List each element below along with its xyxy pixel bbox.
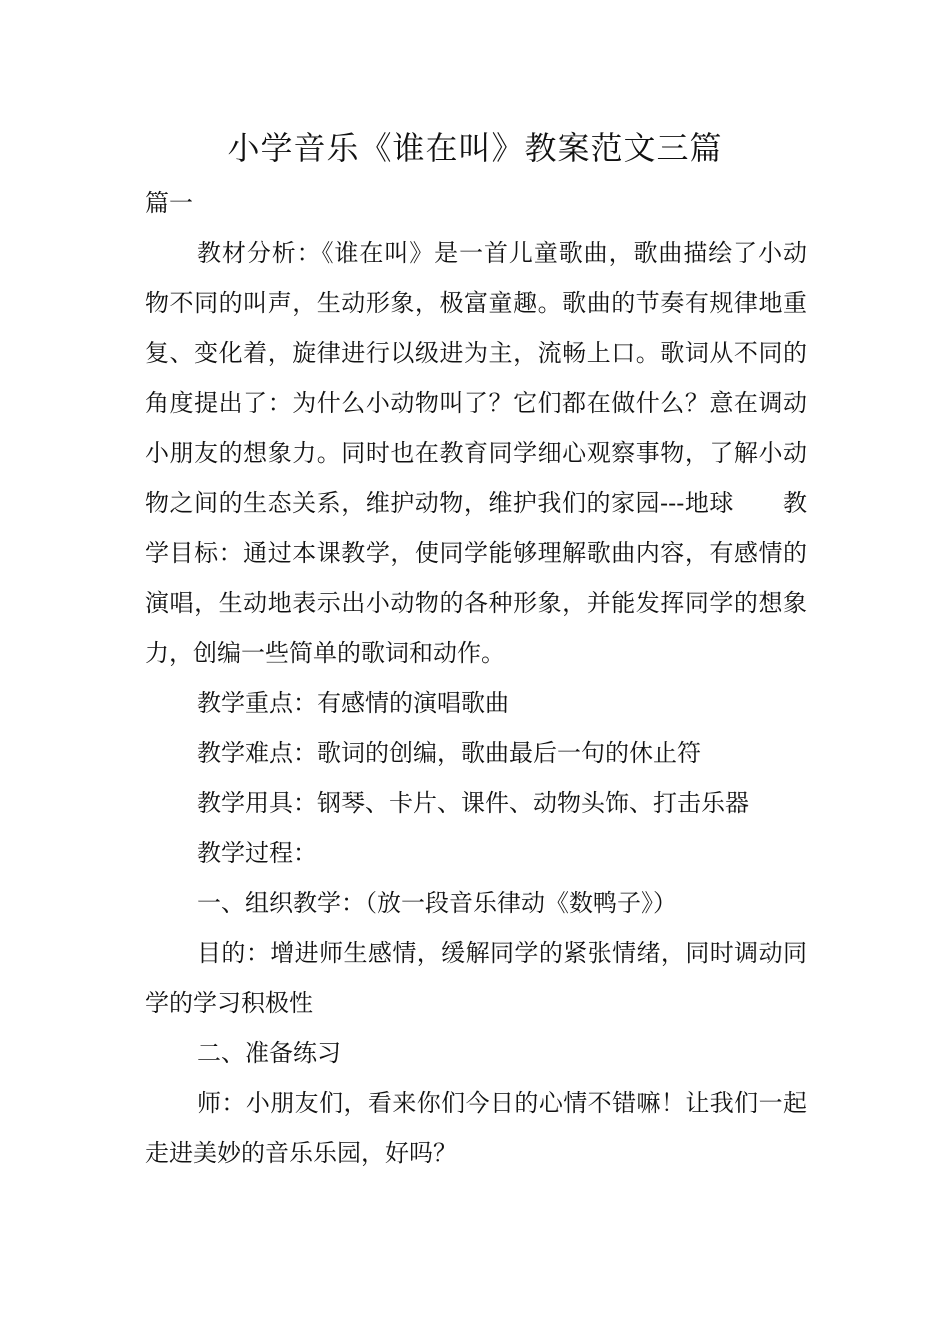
document-body bbox=[145, 178, 807, 1178]
paragraph-material-analysis: 教材分析：《谁在叫》是一首儿童歌曲，歌曲描绘了小动物不同的叫声，生动形象，极富童趣。歌曲的节奏有规律地重复、变化着，旋律进行以级进为主，流畅上口。歌词从不同的角度提出了：为什么小动物叫了？它们都在做什么？意在调动小朋友的想象力。同时也在教育同学细心观察事物，了解小动物之间的生态关系，维护动物，维护我们的家园---地球 教学目标：通过本课教学，使同学能够理解歌曲内容，有感情的演唱，生动地表示出小动物的各种形象，并能发挥同学的想象力，创编一些简单的歌词和动作。 bbox=[145, 239, 807, 667]
paragraph-teaching-difficulty: 教学难点：歌词的创编，歌曲最后一句的休止符 bbox=[197, 739, 701, 767]
document-title: 小学音乐《谁在叫》教案范文三篇 bbox=[227, 129, 723, 167]
paragraph-purpose: 目的：增进师生感情，缓解同学的紧张情绪，同时调动同学的学习积极性 bbox=[145, 939, 807, 1017]
paragraph-step-one: 一、组织教学：（放一段音乐律动《数鸭子》） bbox=[197, 889, 677, 917]
paragraph-teaching-tools: 教学用具：钢琴、卡片、课件、动物头饰、打击乐器 bbox=[197, 789, 749, 817]
section-label: 篇一 bbox=[145, 189, 193, 217]
paragraph-teacher-dialogue: 师：小朋友们，看来你们今日的心情不错嘛！让我们一起走进美妙的音乐乐园，好吗？ bbox=[145, 1089, 807, 1167]
paragraph-teaching-process: 教学过程： bbox=[197, 839, 317, 867]
paragraph-step-two: 二、准备练习 bbox=[197, 1039, 341, 1067]
paragraph-teaching-focus: 教学重点：有感情的演唱歌曲 bbox=[197, 689, 509, 717]
